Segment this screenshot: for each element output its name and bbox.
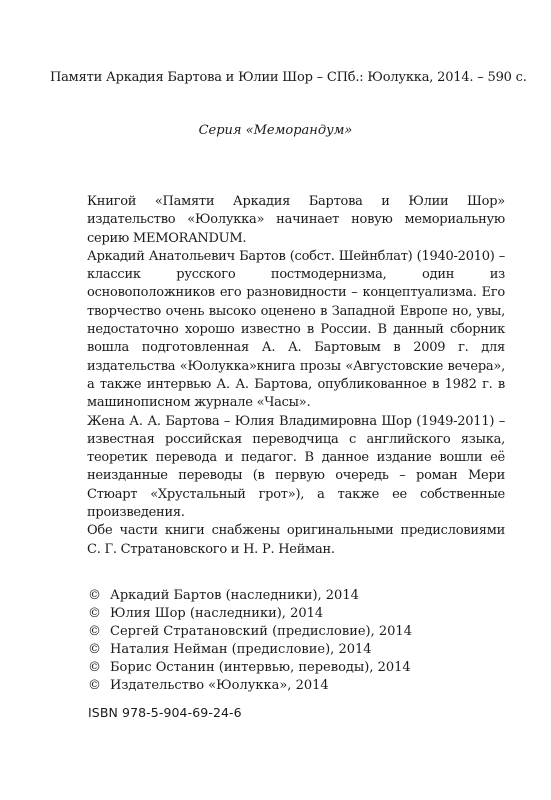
annotation-paragraph: Книгой «Памяти Аркадия Бартова и Юлии Шор» издательство «Юолукка» начинает новую мемориальную серию MEMORANDUM. xyxy=(87,194,505,246)
copyright-line xyxy=(88,677,508,695)
copyright-icon: © xyxy=(88,678,101,693)
copyright-line xyxy=(88,605,508,623)
annotation-paragraph: Жена А. А. Бартова – Юлия Владимировна Шор (1949-2011) – известная российская переводчица с английского языка, теоретик перевода и педагог. В данное издание вошли её неизданные переводы (в первую очередь – роман Мери Стюарт «Хрустальный грот»), а также ее собственные произведения. xyxy=(87,413,505,521)
copyright-line xyxy=(88,623,508,641)
copyright-holder: Сергей Стратановский (предисловие), 2014 xyxy=(110,624,412,639)
copyright-holder: Аркадий Бартов (наследники), 2014 xyxy=(110,588,359,603)
copyright-line xyxy=(88,587,508,605)
copyright-line xyxy=(88,641,508,659)
isbn: ISBN 978-5-904-69-24-6 xyxy=(88,705,242,720)
copyright-list xyxy=(88,587,508,695)
copyright-icon: © xyxy=(88,624,101,639)
copyright-line xyxy=(88,659,508,677)
annotation-paragraph: Обе части книги снабжены оригинальными предисловиями С. Г. Стратановского и Н. Р. Нейман. xyxy=(87,523,505,557)
copyright-holder: Наталия Нейман (предисловие), 2014 xyxy=(110,642,372,657)
copyright-icon: © xyxy=(88,642,101,657)
bibliographic-citation: Памяти Аркадия Бартова и Юлии Шор – СПб.: Юолукка, 2014. – 590 с. xyxy=(50,70,527,85)
annotation xyxy=(87,193,505,559)
copyright-holder: Борис Останин (интервью, переводы), 2014 xyxy=(110,660,411,675)
series-title: Серия «Меморандум» xyxy=(198,123,353,138)
copyright-icon: © xyxy=(88,588,101,603)
annotation-paragraph: Аркадий Анатольевич Бартов (собст. Шейнблат) (1940-2010) – классик русского постмодернизма, один из основоположников его разновидности – концептуализма. Его творчество очень высоко оценено в Западной Европе но, увы, недостаточно хорошо известно в России. В данный сборник вошла подготовленная А. А. Бартовым в 2009 г. для издательства «Юолукка»книга прозы «Августовские вечера», а также интервью А. А. Бартова, опубликованное в 1982 г. в машинописном журнале «Часы». xyxy=(87,248,505,411)
copyright-icon: © xyxy=(88,606,101,621)
copyright-icon: © xyxy=(88,660,101,675)
copyright-holder: Юлия Шор (наследники), 2014 xyxy=(110,606,324,621)
copyright-holder: Издательство «Юолукка», 2014 xyxy=(110,678,329,693)
